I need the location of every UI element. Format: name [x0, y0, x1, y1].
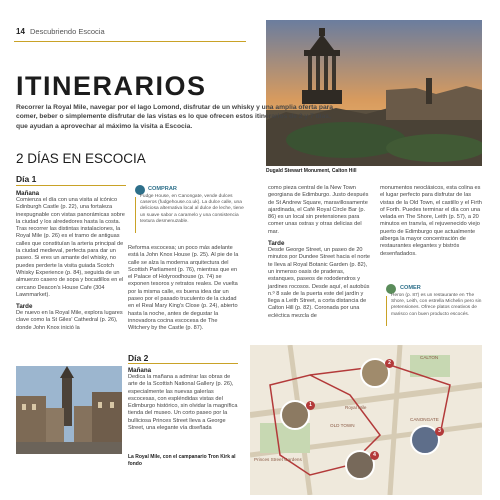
day1-title: Día 1 [16, 174, 37, 184]
map-badge-4: 4 [370, 451, 379, 460]
day2-manana-label: Mañana [128, 367, 152, 374]
comer-text: Heron (p. 87) es un restaurante en The Shore, Leith, con estrella Michelin pero sin pretensiones. Ofrece platos creativos de marisco con buen producto escocés. [391, 293, 482, 317]
day2-column-3 [268, 185, 372, 320]
day2-tarde-text: Desde George Street, un paseo de 20 minutos por Dundee Street hacia el norte te lleva al Royal Botanic Garden (p. 82), un inmenso oasis de praderas, estanques, paseos de rododendros y jardines rocosos. Desde aquí, el autobús n.º 8 sale de la puerta este del jardín y llega a Leith Street, a corta distancia de Calton Hill (p. 82). Coronada por una ecléctica mezcla de [268, 247, 370, 319]
day2-title: Día 2 [128, 353, 149, 363]
header-rule [14, 41, 246, 42]
compra-border [135, 197, 136, 233]
day1-rule [16, 185, 126, 186]
day1-tarde-label: Tarde [16, 303, 33, 311]
intro-text: Recorrer la Royal Mile, navegar por el lago Lomond, disfrutar de un whisky y una amplia oferta para comer, beber o simplemente disfrutar de las vistas es lo que ofrecen estos itinerarios de 2 y 7 días, que ayudan a aprovechar al máximo la visita a Escocia. [16, 104, 333, 130]
photo2-caption: La Royal Mile, con el campanario Tron Kirk al fondo [128, 454, 236, 467]
day1-tarde-text: De nuevo en la Royal Mile, explora lugares clave como la St Giles' Cathedral (p. 26), donde John Knox inició la [16, 310, 123, 331]
day2-manana-text: Dedica la mañana a admirar las obras de arte de la Scottish National Gallery (p. 26), especialmente las nuevas galerías escocesas, con espléndidas vistas del Edimburgo histórico, sin olvidar la magnífica tienda del museo. Un corto paseo por la bulliciosa Princes Street lleva a George Street, una elegante vía diseñada [128, 374, 238, 432]
map-label-royal-mile: Royal Mile [345, 405, 367, 410]
map-badge-3: 3 [435, 427, 444, 436]
map-label-calton: CALTON [420, 355, 439, 360]
page-number: 14 [16, 27, 25, 36]
compra-title: COMPRAR [148, 186, 177, 192]
day2-column [128, 367, 240, 432]
day1-continued-text: Reforma escocesa; un poco más adelante está la John Knox House (p. 25). Al pie de la calle se alza la moderna arquitectura del Scottish Parliament (p. 76), mientras que en el Palace of Holyroodhouse (p. 74) se exponen tesoros y retratos reales. De vuelta por la misma calle, es buena idea dar un paseo por el pasado truculento de la ciudad en el Real Mary King's Close (p. 24), abierto hasta la noche, antes de degustar la innovadora cocina escocesa de The Witchery by the Castle (p. 87). [128, 245, 239, 332]
map-badge-1: 1 [306, 401, 315, 410]
col4-text: monumentos neoclásicos, esta colina es el lugar perfecto para disfrutar de las vistas de la Old Town, el castillo y el Firth of Forth. Puedes terminar el día con una velada en The Shore, Leith (p. 57), a 20 minutos en tranvía, el rejuvenecido viejo puerto de Edimburgo que actualmente alberga la mayor concentración de restaurantes elegantes y bistrós desenfadados. [380, 185, 482, 257]
calton-hill-photo [266, 20, 482, 166]
photo1-caption: Dugald Stewart Monument, Calton Hill [266, 168, 357, 174]
map-label-canongate: CANONGATE [410, 417, 439, 422]
compra-text: Fudge House, en Canongate, vende dulces caseros (fudgehouse.co.uk). La dulce calle, una deliciosa alternativa local al dulce de leche, tiene un suave sabor a caramelo y una consistencia textura desmenuzable. [140, 194, 244, 224]
col3-text: como pieza central de la New Town georgiana de Edimburgo. Justo después de St Andrew Square, maravillosamente ajardinada, el Café Royal Circle Bar (p. 86) es un local sin pretensiones para comer unas ostras y otras delicias del mar. [268, 185, 369, 235]
page-title: ITINERARIOS [16, 71, 207, 101]
day2-tarde-label: Tarde [268, 240, 285, 248]
day2-rule [128, 363, 238, 364]
comer-border [386, 296, 387, 326]
day1-manana-label: Mañana [16, 190, 40, 197]
edinburgh-map [250, 345, 482, 495]
day1-column [16, 190, 126, 332]
section-header: Descubriendo Escocia [30, 27, 105, 36]
royal-mile-photo [16, 366, 122, 454]
map-badge-2: 2 [385, 359, 394, 368]
map-label-old-town: OLD TOWN [330, 423, 355, 428]
day1-manana-text: Comienza el día con una visita al icónico Edinburgh Castle (p. 22), una fortaleza inexpugnable con vistas panorámicas sobre la ciudad y los alrededores hasta la costa. Tras recorrer las distintas instalaciones, la Royal Mile (p. 26) es el tramo de antiguas calles que constituían la arteria principal de la ciudad medieval, perfecta para dar un paseo. Si eres un amante del whisky, no puedes perderte la visita guiada Scotch Whisky Experience (p. 84), seguida de un almuerzo casero de sopa y bocadillos en el cercano Deacon's House Cafe (304 Lawnmarket). [16, 197, 125, 298]
section-title: 2 DÍAS EN ESCOCIA [16, 151, 146, 166]
comer-title: COMER [400, 285, 421, 291]
map-label-gardens: Princes Street Gardens [254, 457, 302, 462]
